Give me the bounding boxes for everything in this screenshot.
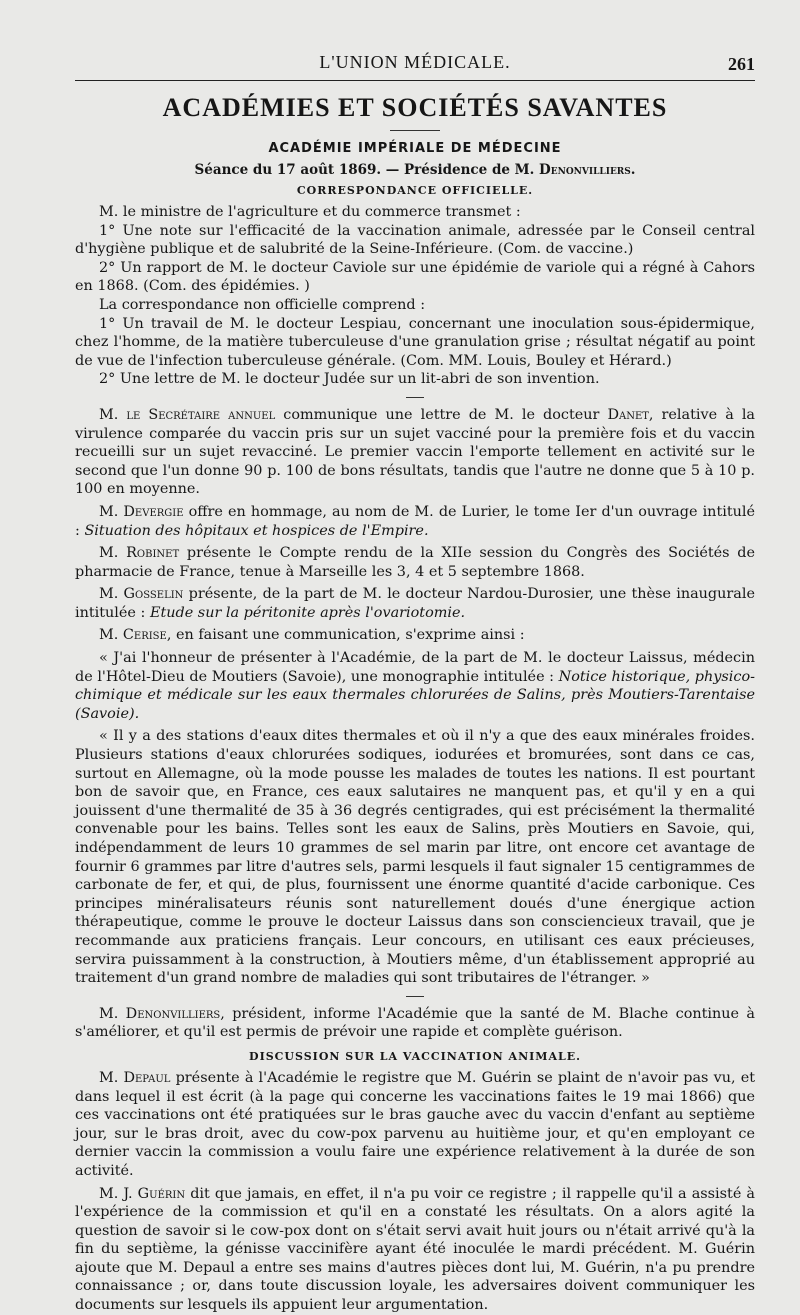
speaker: M. Cerise	[99, 627, 167, 644]
paragraph-text: communique une lettre de M. le docteur	[275, 406, 608, 423]
paragraph-15	[75, 1069, 755, 1181]
session-suffix: .	[630, 162, 636, 178]
separator	[406, 996, 424, 997]
speaker: Danet	[607, 406, 649, 423]
paragraph-1: M. le ministre de l'agriculture et du commerce transmet :	[99, 204, 521, 220]
paragraph-6: 2° Une lettre de M. le docteur Judée sur un lit-abri de son invention.	[99, 371, 600, 388]
session-line	[75, 162, 755, 178]
session-prefix: Séance du 17 août 1869. — Présidence de M.	[194, 162, 540, 178]
correspondence-heading: CORRESPONDANCE OFFICIELLE.	[296, 184, 534, 197]
speaker: M. J. Guérin	[99, 1185, 186, 1202]
work-title: Notice historique, physico-chimique et médicale sur les eaux thermales chlorurées de Salins, près Moutiers-Tarentaise (Savoie).	[75, 668, 755, 722]
page-number: 261	[728, 54, 755, 74]
speaker: M. Gosselin	[99, 586, 184, 603]
separator	[406, 397, 424, 398]
paragraph-text: offre en hommage, au nom de M. de Lurier, le tome Ier d'un ouvrage intitulé :	[75, 503, 755, 539]
paragraph-8	[75, 503, 755, 540]
paragraph-3: 2° Un rapport de M. le docteur Caviole sur une épidémie de variole qui a régné à Cahors en 1868. (Com. des épidémies. )	[75, 259, 755, 295]
paragraph-4: La correspondance non officielle comprend :	[99, 296, 426, 313]
paragraph-text: , en faisant une communication, s'exprime ainsi :	[166, 627, 525, 644]
paragraph-10	[75, 585, 755, 622]
paragraph-7	[75, 406, 755, 499]
discussion-heading: DISCUSSION SUR LA VACCINATION ANIMALE.	[249, 1049, 581, 1063]
work-title: Etude sur la péritonite après l'ovariotomie.	[149, 604, 466, 621]
academy-heading: ACADÉMIE IMPÉRIALE DE MÉDECINE	[268, 141, 562, 156]
paragraph-12	[75, 649, 755, 723]
speaker: M. Depaul	[99, 1069, 171, 1086]
article-content	[75, 92, 755, 1315]
paragraph-16	[75, 1185, 755, 1315]
speaker: M. le Secrétaire annuel	[99, 406, 276, 423]
section-title: ACADÉMIES ET SOCIÉTÉS SAVANTES	[162, 93, 668, 122]
paragraph-11	[75, 626, 755, 645]
paragraph-text: présente, de la part de M. le docteur Nardou-Durosier, une thèse inaugurale intitulée :	[75, 586, 755, 621]
title-rule	[390, 130, 440, 131]
paragraph-text: « J'ai l'honneur de présenter à l'Académie, de la part de M. le docteur Laissus, médecin de l'Hôtel-Dieu de Moutiers (Savoie), une monographie intitulée :	[75, 650, 755, 685]
speaker: M. Robinet	[99, 545, 180, 562]
work-title: Situation des hôpitaux et hospices de l'Empire.	[84, 522, 429, 539]
paragraph-text: présente à l'Académie le registre que M. Guérin se plaint de n'avoir pas vu, et dans lequel il est écrit (à la page qui concerne les vaccinations faites le 19 mai 1866) que ces vaccinations ont été pratiquées sur le bras gauche avec du vaccin d'enfant au septième jour, sur le bras droit, avec du cow-pox parvenu au huitième jour, et qu'en employant ce dernier vaccin la commission a voulu faire une expérience relativement à la durée de son activité.	[75, 1069, 755, 1179]
running-title: L'UNION MÉDICALE.	[319, 52, 511, 72]
paragraph-text: , président, informe l'Académie que la santé de M. Blache continue à s'améliorer, et qu'il est permis de prévoir une rapide et complète guérison.	[75, 1005, 755, 1041]
speaker: M. Devergie	[99, 503, 184, 520]
speaker: M. Denonvilliers	[99, 1005, 221, 1022]
session-president: Denonvilliers	[539, 162, 631, 178]
paragraph-13: « Il y a des stations d'eaux dites thermales et où il n'y a que des eaux minérales froides. Plusieurs stations d'eaux chlorurées sodiques, iodurées et bromurées, sont dans ce cas, surtout en Allemagne, où la mode pousse les malades de toutes les nations. Il est pourtant bon de savoir que, en France, ces eaux salutaires ne manquent pas, et qu'il y en a qui jouissent d'une thermalité de 35 à 36 degrés centigrades, qui est précisément la thermalité convenable pour les bains. Telles sont les eaux de Salins, près Moutiers en Savoie, qui, indépendamment de leurs 10 grammes de sel marin par litre, ont encore cet avantage de fournir 6 grammes par litre d'autres sels, parmi lesquels il faut signaler 15 centigrammes de carbonate de fer, et qui, de plus, fournissent une énorme quantité d'acide carbonique. Ces principes minéralisateurs réunis sont naturellement doués d'une énergique action thérapeutique, comme le prouve le docteur Laissus dans son consciencieux travail, que je recommande aux praticiens français. Leur concours, en utilisant ces eaux précieuses, servira puissamment à la construction, à Moutiers même, d'un établissement approprié au traitement d'un grand nombre de maladies qui sont tributaires de l'étranger. »	[75, 728, 755, 987]
header-rule	[75, 80, 755, 81]
paragraph-14	[75, 1005, 755, 1042]
paragraph-text: présente le Compte rendu de la XIIe session du Congrès des Sociétés de pharmacie de France, tenue à Marseille les 3, 4 et 5 septembre 1868.	[75, 545, 756, 580]
paragraph-5: 1° Un travail de M. le docteur Lespiau, concernant une inoculation sous-épidermique, chez l'homme, de la matière tuberculeuse d'une granulation grise ; résultat négatif au point de vue de l'infection tuberculeuse générale. (Com. MM. Louis, Bouley et Hérard.)	[75, 315, 755, 369]
paragraph-2: 1° Une note sur l'efficacité de la vaccination animale, adressée par le Conseil central d'hygiène publique et de salubrité de la Seine-Inférieure. (Com. de vaccine.)	[75, 222, 755, 258]
page-header	[75, 50, 755, 80]
paragraph-text: , relative à la virulence comparée du vaccin pris sur un sujet vacciné pour la première fois et du vaccin recueilli sur un sujet revacciné. Le premier vaccin l'emporte tellement en activité sur le second que l'un donne 90 p. 100 de bons résultats, tandis que l'autre ne donne que 5 à 10 p. 100 en moyenne.	[75, 406, 756, 498]
paragraph-9	[75, 544, 755, 581]
paragraph-text: dit que jamais, en effet, il n'a pu voir ce registre ; il rappelle qu'il a assisté à l'expérience de la commission et qu'il en a constaté les résultats. On a alors agité la question de savoir si le cow-pox dont on s'était servi avait huit jours ou n'était arrivé qu'à la fin du septième, la génisse vaccinifère ayant été inoculée le mardi précédent. M. Guérin ajoute que M. Depaul a entre ses mains d'autres pièces dont lui, M. Guérin, n'a pu prendre connaissance ; or, dans toute discussion loyale, les adversaires doivent communiquer les documents sur lesquels ils appuient leur argumentation.	[75, 1185, 755, 1314]
